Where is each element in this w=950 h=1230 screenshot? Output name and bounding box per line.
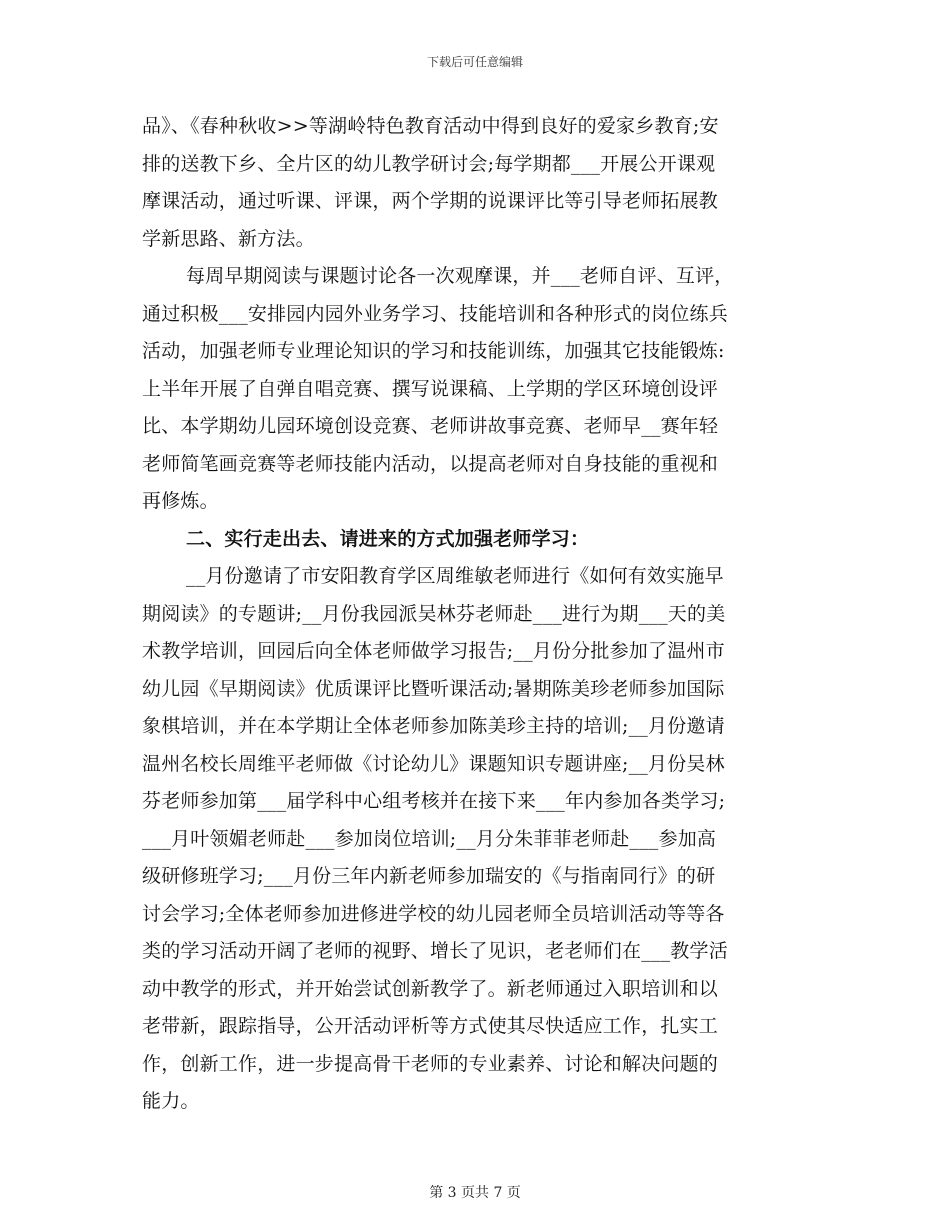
page-header: 下载后可任意编辑 [426,55,523,69]
paragraph-line: 再修炼。 [142,490,219,512]
paragraph-line: 芬老师参加第___届学科中心组考核并在接下来___年内参加各类学习; [142,790,726,812]
paragraph-line: 排的送教下乡、全片区的幼儿教学研讨会;每学期都___开展公开课观 [142,152,716,175]
paragraph-line: 期阅读》的专题讲;__月份我园派吴林芬老师赴___进行为期___天的美 [142,602,726,625]
paragraph-line: 温州名校长周维平老师做《讨论幼儿》课题知识专题讲座;__月份吴林 [142,752,725,775]
paragraph-line: 活动，加强老师专业理论知识的学习和技能训练，加强其它技能锻炼: [142,340,725,362]
paragraph-line: 讨会学习;全体老师参加进修进学校的幼儿园老师全员培训活动等等各 [142,902,725,925]
paragraph-line: 幼儿园《早期阅读》优质课评比暨听课活动;暑期陈美珍老师参加国际 [142,677,725,700]
page-number: 第 3 页共 7 页 [429,1185,521,1201]
paragraph-line: 作，创新工作，进一步提高骨干老师的专业素养、讨论和解决问题的 [142,1052,719,1075]
paragraph-line: ___月叶领媚老师赴___参加岗位培训;__月分朱菲菲老师赴___参加高 [142,827,717,850]
paragraph-line: 级研修班学习;___月份三年内新老师参加瑞安的《与指南同行》的研 [142,865,716,887]
paragraph-line: 动中教学的形式，并开始尝试创新教学了。新老师通过入职培训和以 [142,977,719,1000]
paragraph-line: 能力。 [142,1090,200,1112]
paragraph-line: 摩课活动，通过听课、评课，两个学期的说课评比等引导老师拓展教 [142,190,719,212]
paragraph-line: __月份邀请了市安阳教育学区周维敏老师进行《如何有效实施早 [186,565,724,587]
paragraph-line: 比、本学期幼儿园环境创设竞赛、老师讲故事竞赛、老师早__赛年轻 [142,415,719,437]
paragraph-line: 类的学习活动开阔了老师的视野、增长了见识，老老师们在___教学活 [142,940,728,962]
paragraph-line: 象棋培训，并在本学期让全体老师参加陈美珍主持的培训;__月份邀请 [142,715,725,737]
paragraph-line: 老带新，跟踪指导，公开活动评析等方式使其尽快适应工作，扎实工 [142,1015,719,1037]
paragraph-line: 品》、《春种秋收>>等湖岭特色教育活动中得到良好的爱家乡教育;安 [142,115,719,137]
paragraph-line: 上半年开展了自弹自唱竞赛、撰写说课稿、上学期的学区环境创设评 [142,377,719,400]
section-heading: 二、实行走出去、请进来的方式加强老师学习： [186,527,590,550]
paragraph-line: 通过积极___安排园内园外业务学习、技能培训和各种形式的岗位练兵 [142,302,728,325]
document-body [142,108,802,1121]
paragraph-line: 学新思路、新方法。 [142,227,315,250]
paragraph-line: 老师简笔画竞赛等老师技能内活动，以提高老师对自身技能的重视和 [142,452,719,475]
paragraph-line: 术教学培训，回园后向全体老师做学习报告;__月份分批参加了温州市 [142,640,725,662]
paragraph-line: 每周早期阅读与课题讨论各一次观摩课，并___老师自评、互评， [186,265,734,287]
